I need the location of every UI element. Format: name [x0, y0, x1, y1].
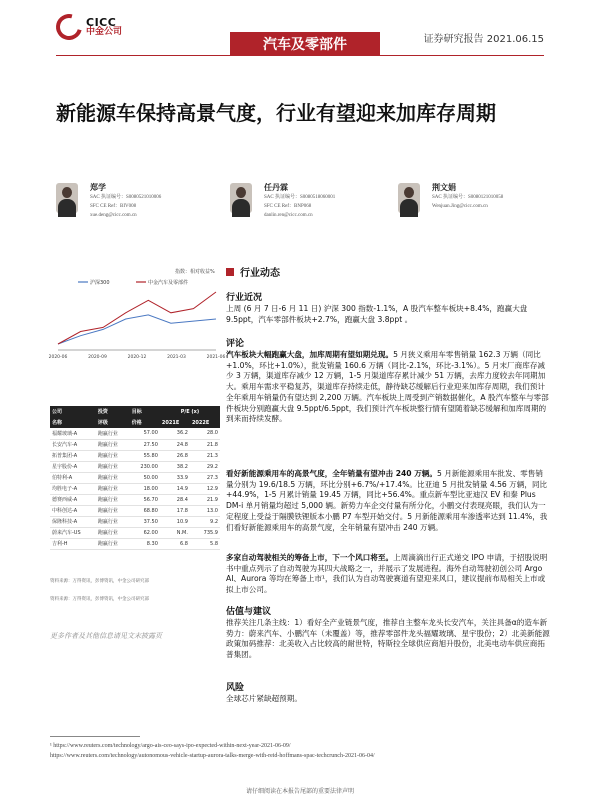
- paragraph-lead: 多家自动驾驶相关的筹备上市，下一个风口将至。: [226, 553, 394, 562]
- table-cell: 13.0: [190, 505, 220, 516]
- table-cell: 10.9: [160, 516, 190, 527]
- analyst-email[interactable]: xue.deng@cicc.com.cn: [90, 213, 137, 218]
- analyst-1: [56, 183, 161, 220]
- report-type-date: 证券研究报告 2021.06.15: [423, 34, 544, 45]
- table-cell: 6.8: [160, 538, 190, 549]
- table-cell: 跑赢行业: [96, 505, 130, 516]
- table-cell: 62.00: [130, 527, 160, 538]
- table-row: [50, 483, 220, 494]
- table-cell: 37.50: [130, 516, 160, 527]
- analyst-sac: SAC 执证编号：S0080518060001: [264, 195, 336, 200]
- table-cell: 伯特利-A: [50, 472, 96, 483]
- paragraph-body: 上周滴滴出行正式递交 IPO 申请，于招股说明书中重点列示了自动驾驶为其四大战略之一，并展示了发展进程。海外自动驾驶初创公司 Argo AI、Aurora 等均在筹备上市¹，我们认为自动驾驶赛道有望迎来风口，建议提前布局相关上市或拟上市公司。: [226, 553, 548, 595]
- cicc-logo-icon: [51, 9, 87, 45]
- chart-unit-note: 指数：相对收益%: [175, 269, 215, 275]
- table-cell: 福耀玻璃-A: [50, 428, 96, 439]
- table-row: [50, 516, 220, 527]
- section-heading-valuation: 估值与建议: [226, 607, 272, 617]
- table-row: [50, 461, 220, 472]
- section-heading-comment: 评论: [226, 339, 245, 349]
- valuation-paragraph: 推荐关注几条主线：1）看好全产业链景气度，推荐自主整车龙头长安汽车，关注具备α的造车新势力：蔚来汽车、小鹏汽车（未覆盖）等，推荐零部件龙头福耀玻璃、星宇股份；2）北美新能源政策加码推荐：北美收入占比较高的耐世特，特斯拉全球供应商旭升股份，北美电动车供应商拓普集团。: [226, 618, 550, 660]
- performance-chart: [48, 276, 226, 366]
- table-row: [50, 494, 220, 505]
- table-cell: 跑赢行业: [96, 472, 130, 483]
- table-subheader-row: [50, 417, 220, 428]
- analyst-name: 荆文娟: [432, 183, 456, 192]
- table-cell: 中科创达-A: [50, 505, 96, 516]
- avatar: [230, 183, 252, 213]
- header-rule: [56, 55, 544, 56]
- table-cell: 29.2: [190, 461, 220, 472]
- table-row: [50, 527, 220, 538]
- table-cell: 27.3: [190, 472, 220, 483]
- legend-label: 沪深300: [90, 280, 110, 286]
- analyst-name: 任丹霖: [264, 183, 288, 192]
- more-authors-note: 更多作者及其他信息请见文末披露页: [50, 632, 162, 640]
- table-cell: 9.2: [190, 516, 220, 527]
- subheader-cell: 2022E: [190, 417, 220, 428]
- section-heading-risk: 风险: [226, 683, 245, 693]
- analyst-2: [230, 183, 335, 220]
- table-cell: 跑赢行业: [96, 461, 130, 472]
- avatar: [56, 183, 78, 213]
- comment-paragraph-2: [226, 469, 550, 533]
- subheader-cell: 评级: [96, 417, 130, 428]
- subheader-cell: 名称: [50, 417, 96, 428]
- header-cell: 投资: [96, 406, 130, 417]
- table-cell: 55.80: [130, 450, 160, 461]
- table-cell: 26.8: [160, 450, 190, 461]
- table-cell: 12.9: [190, 483, 220, 494]
- section-heading-recent: 行业近况: [226, 293, 263, 303]
- table-cell: 21.9: [190, 494, 220, 505]
- table-cell: 230.00: [130, 461, 160, 472]
- table-row: [50, 439, 220, 450]
- table-cell: 735.9: [190, 527, 220, 538]
- table-row: [50, 505, 220, 516]
- logo-cn: 中金公司: [86, 27, 123, 37]
- table-cell: 跑赢行业: [96, 516, 130, 527]
- risk-paragraph: 全球芯片紧缺超预期。: [226, 694, 302, 703]
- analyst-sac: SAC 执证编号：S0080521010006: [90, 195, 162, 200]
- footnote-2[interactable]: https://www.reuters.com/technology/autonomous-vehicle-startup-aurora-talks-merge-with-reid-hoffmans-spac-techcrunch-2021-06-04/: [50, 753, 375, 759]
- legal-disclaimer: 请仔细阅读在本报告尾部的重要法律声明: [245, 788, 354, 795]
- table-cell: 27.50: [130, 439, 160, 450]
- analyst-sfc: SFC CE Ref：BNP068: [264, 204, 312, 209]
- table-cell: 18.00: [130, 483, 160, 494]
- series-line-csi300: [58, 315, 216, 344]
- valuation-table: [50, 406, 220, 550]
- table-source-note-2: 资料来源：万得资讯，彭博资讯，中金公司研究部: [50, 597, 149, 602]
- legend-label: 中金汽车及零部件: [148, 280, 189, 286]
- series-line-cicc-auto: [58, 292, 216, 344]
- industry-dynamics-label: 行业动态: [240, 268, 280, 279]
- report-title: 新能源车保持高景气度，行业有望迎来加库存周期: [56, 101, 496, 125]
- performance-chart-svg: [48, 276, 226, 366]
- table-cell: 蔚来汽车-US: [50, 527, 96, 538]
- table-cell: 跑赢行业: [96, 494, 130, 505]
- table-cell: 跑赢行业: [96, 439, 130, 450]
- industry-dynamics-heading: [226, 264, 280, 279]
- table-cell: 拓普集团-A: [50, 450, 96, 461]
- footnote-rule: [50, 736, 140, 737]
- table-cell: 21.3: [190, 450, 220, 461]
- comment-paragraph-1: [226, 350, 550, 425]
- analyst-sfc: SFC CE Ref：BIV008: [90, 204, 137, 209]
- table-cell: 17.8: [160, 505, 190, 516]
- table-cell: 跑赢行业: [96, 428, 130, 439]
- analyst-email[interactable]: Wenjuan.Jing@cicc.com.cn: [432, 204, 488, 209]
- comment-paragraph-3: [226, 553, 550, 596]
- header-cell: 公司: [50, 406, 96, 417]
- x-tick-label: 2020-12: [127, 355, 147, 360]
- table-source-note: 资料来源：万得资讯，彭博资讯，中金公司研究部: [50, 579, 149, 584]
- table-row: [50, 450, 220, 461]
- table-cell: 14.9: [160, 483, 190, 494]
- x-tick-label: 2021-03: [167, 355, 186, 360]
- table-header-row: [50, 406, 220, 417]
- table-cell: 跑赢行业: [96, 450, 130, 461]
- analyst-name: 郑学: [90, 183, 106, 192]
- table-cell: 28.4: [160, 494, 190, 505]
- paragraph-lead: 看好新能源乘用车的高景气度，全年销量有望冲击 240 万辆。: [226, 469, 437, 478]
- table-cell: 长安汽车-A: [50, 439, 96, 450]
- table-cell: 33.9: [160, 472, 190, 483]
- table-row: [50, 538, 220, 549]
- paragraph-lead: 汽车板块大幅跑赢大盘，加库周期有望如期兑现。: [226, 350, 394, 359]
- table-cell: 57.00: [130, 428, 160, 439]
- table-cell: 36.2: [160, 428, 190, 439]
- section-marker-icon: [226, 268, 234, 276]
- logo-en: CICC: [86, 16, 117, 29]
- table-cell: 68.80: [130, 505, 160, 516]
- table-cell: 跑赢行业: [96, 483, 130, 494]
- table-cell: 38.2: [160, 461, 190, 472]
- analyst-email[interactable]: danlin.ren@cicc.com.cn: [264, 213, 313, 218]
- table-cell: 跑赢行业: [96, 538, 130, 549]
- paragraph-body: 5 月狭义乘用车零售销量 162.3 万辆（同比+1.0%，环比+1.0%），批发销量 160.6 万辆（同比-2.1%，环比-3.1%）。5 月末厂商库存减少 3 万辆，渠道库存减少 12 万辆，1-5 月渠道库存累计减少 51 万辆，去库力度较去年同期加大。乘用车需求平稳复苏，渠道库存持续走低，静待缺芯缓解后行业迎来加库存周期，我们预计全年乘用车销量仍有望达到 2,200 万辆。汽车板块上周受到产销数据催化，A 股汽车整车与零部件板块分别跑赢大盘 9.5ppt/6.5ppt，我们预计汽车板块整行情有望随着缺芯缓解和加库周期的到来而持续发酵。: [226, 350, 549, 424]
- recent-paragraph: 上周 (6 月 7 日-6 月 11 日) 沪深 300 指数-1.1%，A 股汽车整车板块+8.4%，跑赢大盘 9.5ppt，汽车零部件板块+2.7%，跑赢大盘 3.8ppt 。: [226, 304, 528, 324]
- subheader-cell: 2021E: [160, 417, 190, 428]
- table-cell: 8.30: [130, 538, 160, 549]
- footnote-1[interactable]: ¹ https://www.reuters.com/technology/argo-ais-ceo-says-ipo-expected-within-next-year-2021-06-09/: [50, 743, 291, 749]
- table-row: [50, 472, 220, 483]
- header-cell: P/E (x): [160, 406, 220, 417]
- sector-banner: 汽车及零部件: [230, 32, 380, 56]
- table-cell: 跑赢行业: [96, 527, 130, 538]
- table-cell: 星宇股份-A: [50, 461, 96, 472]
- subheader-cell: 价格: [130, 417, 160, 428]
- x-tick-label: 2020-06: [48, 355, 68, 360]
- table-cell: 5.8: [190, 538, 220, 549]
- table-cell: 24.8: [160, 439, 190, 450]
- table-row: [50, 428, 220, 439]
- table-cell: 21.8: [190, 439, 220, 450]
- cicc-logo: [56, 14, 122, 40]
- table-cell: 德赛西威-A: [50, 494, 96, 505]
- table-cell: 28.0: [190, 428, 220, 439]
- table-cell: 均胜电子-A: [50, 483, 96, 494]
- table-cell: 保隆科技-A: [50, 516, 96, 527]
- header-cell: 目标: [130, 406, 160, 417]
- paragraph-body: 5 月新能源乘用车批发、零售销量分别为 19.6/18.5 万辆，环比分别+6.7%/+17.4%。比亚迪 5 月批发销量 4.56 万辆，同比+44.9%，1-5 月累计销量 19.45 万辆，同比+56.4%。重点新车型比亚迪汉 EV 和秦 Plus DM-i 单月销量均超过 5,000 辆。新势力车企交付量有所分化，小鹏交付表现亮眼，我们认为一定程度上受益于隔膜铁锂版本小鹏 P7 车型开始交付。5 月新能源乘用车渗透率达到 11.4%，我们看好新能源乘用车的高景气度，全年销量有望冲击 240 万辆。: [226, 469, 548, 532]
- table-cell: 吉利-H: [50, 538, 96, 549]
- avatar: [398, 183, 420, 213]
- table-cell: N.M.: [160, 527, 190, 538]
- x-tick-label: 2021-06: [206, 355, 226, 360]
- x-tick-label: 2020-09: [88, 355, 107, 360]
- table-cell: 50.00: [130, 472, 160, 483]
- table-cell: 56.70: [130, 494, 160, 505]
- analyst-3: [398, 183, 503, 213]
- analyst-sac: SAC 执证编号：S0080121010058: [432, 195, 504, 200]
